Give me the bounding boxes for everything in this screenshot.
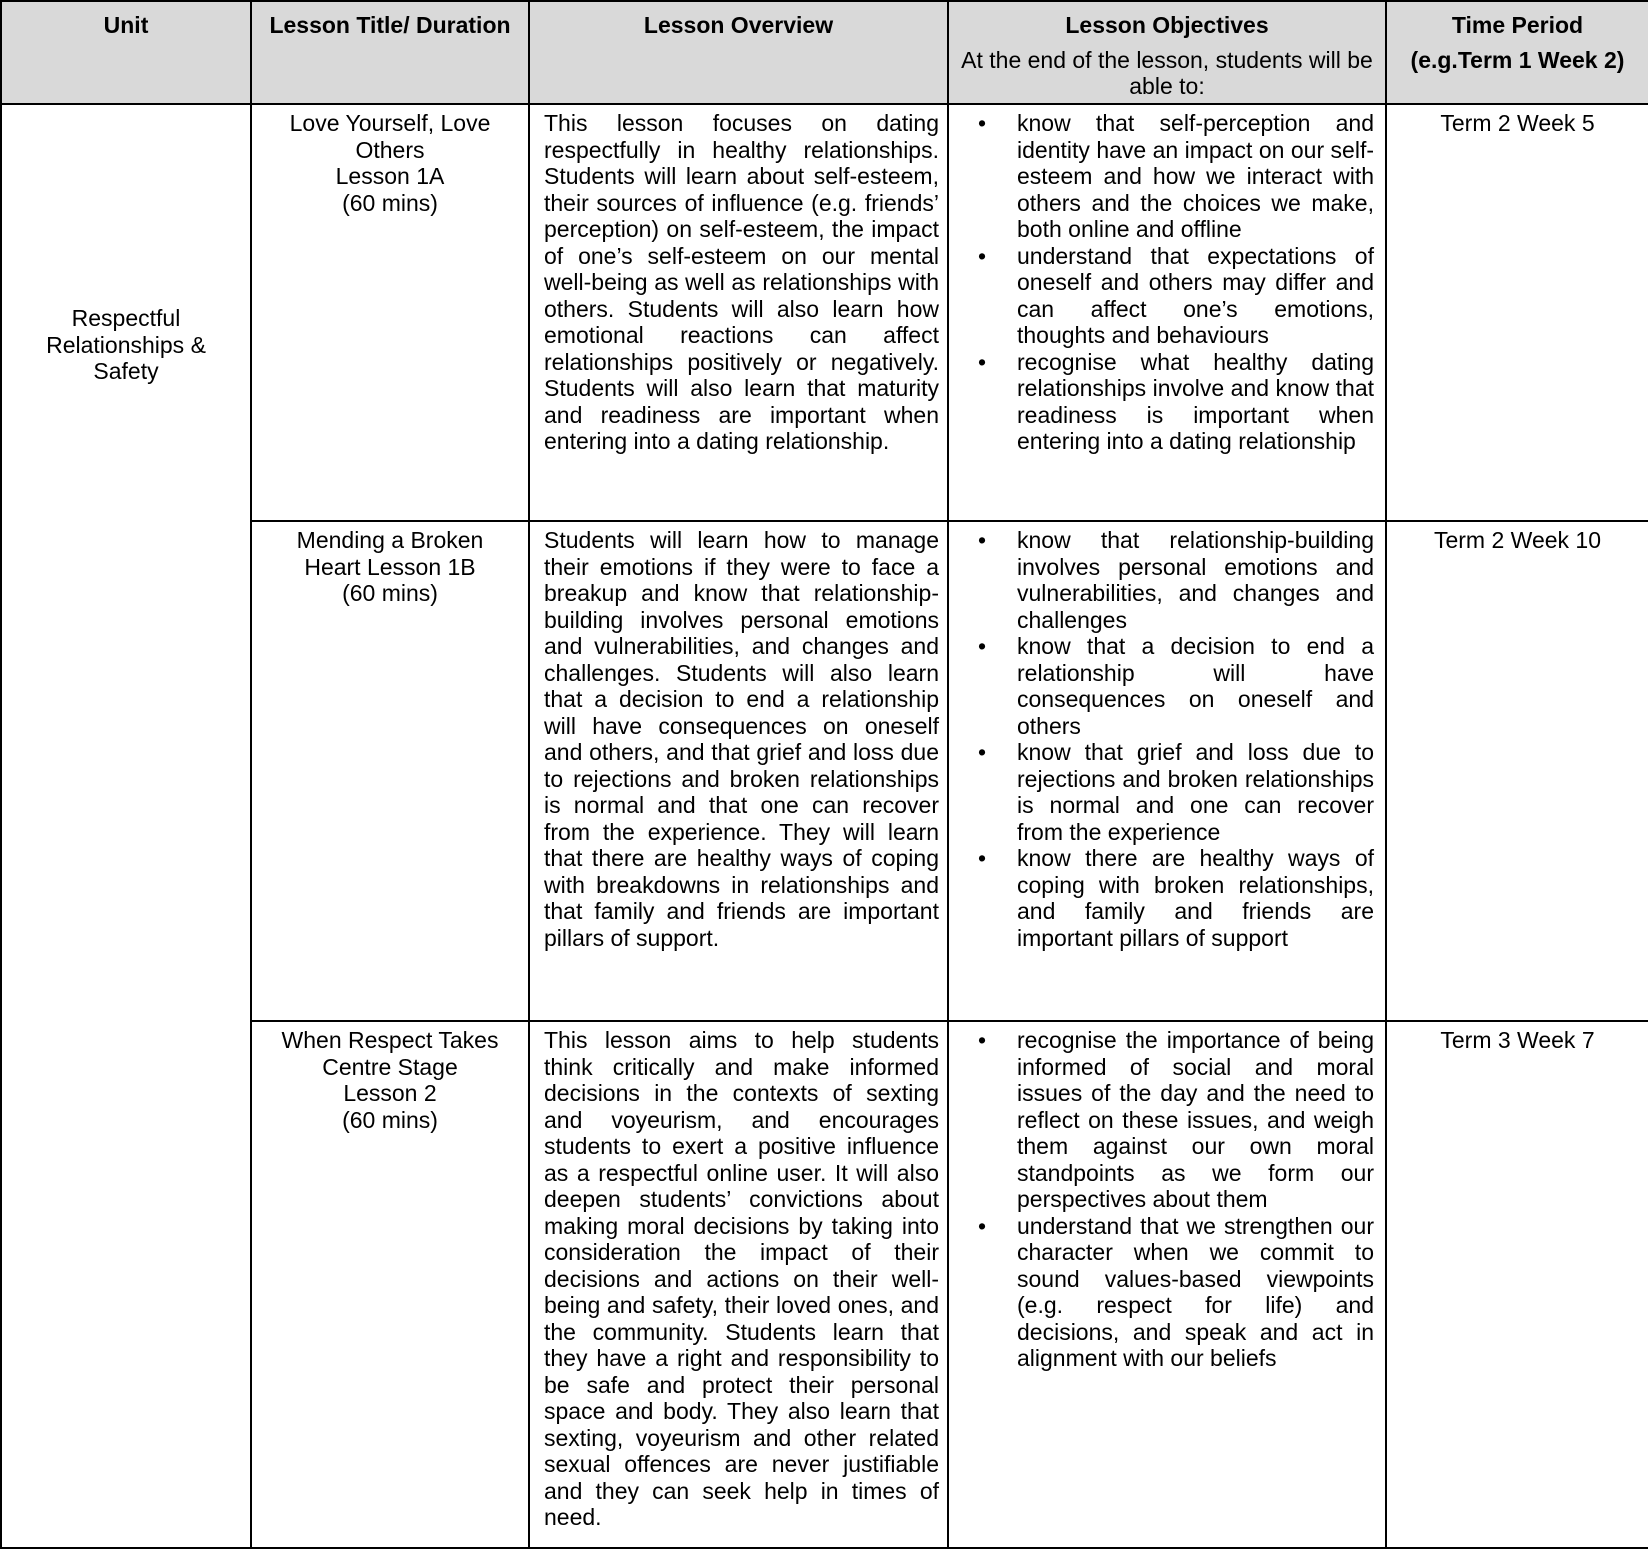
objective-text: know that grief and loss due to rejections and broken relationships is normal and one can recover from the experience (1017, 739, 1374, 845)
lesson-duration: (60 mins) (342, 1106, 438, 1133)
col-header-title (251, 1, 529, 104)
lesson-title-cell (251, 1021, 529, 1548)
col-header-time-label: Time Period (1451, 12, 1584, 38)
objective-text: know that a decision to end a relationship will have consequences on oneself and others (1017, 633, 1374, 739)
unit-cell (1, 104, 251, 1548)
lesson-overview-text: Students will learn how to manage their emotions if they were to face a breakup and know that relationship-building involves personal emotions and vulnerabilities, and changes and challenges. Students will also learn that a decision to end a relationship will have consequences on oneself and others, and that grief and loss due to rejections and broken relationships is normal and that one can recover from the experience. They will learn that there are healthy ways of coping with breakdowns in relationships and that family and friends are important pillars of support. (544, 527, 939, 951)
time-period-text: Term 3 Week 7 (1440, 1027, 1595, 1053)
lesson-overview-cell (529, 521, 948, 1021)
time-period-text: Term 2 Week 10 (1433, 527, 1602, 553)
bullet-icon: • (978, 633, 987, 659)
time-period-cell (1386, 521, 1648, 1021)
header-row (1, 1, 1648, 104)
lesson-title: When Respect Takes Centre Stage (281, 1027, 499, 1080)
bullet-icon: • (978, 527, 987, 553)
objective-text: know there are healthy ways of coping with broken relationships, and family and friends are important pillars of support (1017, 845, 1374, 951)
objective-bullet (961, 243, 1374, 349)
unit-label: Respectful Relationships & Safety (46, 305, 206, 384)
lesson-objectives-cell (948, 104, 1386, 521)
col-header-objectives-label: Lesson Objectives (1065, 12, 1269, 38)
objective-text: know that relationship-building involves personal emotions and vulnerabilities, and changes and challenges (1017, 527, 1374, 633)
lesson-objectives-cell (948, 521, 1386, 1021)
lesson-overview-text: This lesson focuses on dating respectfully in healthy relationships. Students will learn about self-esteem, their sources of influence (e.g. friends’ perception) on self-esteem, the impact of one’s self-esteem on our mental well-being as well as relationships with others. Students will also learn how emotional reactions can affect relationships positively or negatively. Students will also learn that maturity and readiness are important when entering into a dating relationship. (544, 110, 939, 454)
lesson-overview-text: This lesson aims to help students think critically and make informed decisions in the contexts of sexting and voyeurism, and encourages students to exert a positive influence as a respectful online user. It will also deepen students’ convictions about making moral decisions by taking into consideration the impact of their decisions and actions on their well-being and safety, their loved ones, and the community. Students learn that they have a right and responsibility to be safe and protect their personal space and body. They also learn that sexting, voyeurism and other related sexual offences are never justifiable and they can seek help in times of need. (544, 1027, 939, 1530)
objective-text: recognise the importance of being informed of social and moral issues of the day and the need to reflect on these issues, and weigh them against our own moral standpoints as we form our perspectives about them (1017, 1027, 1374, 1212)
objective-bullet (961, 110, 1374, 243)
lesson-title: Mending a Broken Heart Lesson 1B (296, 527, 484, 580)
table-row-lesson-1a (1, 104, 1648, 521)
lesson-number: Lesson 2 (343, 1080, 437, 1106)
objective-bullet (961, 1213, 1374, 1372)
time-period-cell (1386, 1021, 1648, 1548)
lesson-duration: (60 mins) (342, 580, 438, 606)
bullet-icon: • (978, 242, 987, 269)
lesson-overview-cell (529, 104, 948, 521)
objective-text: understand that expectations of oneself and others may differ and can affect one’s emotions, thoughts and behaviours (1017, 242, 1374, 348)
objective-bullet (961, 845, 1374, 951)
bullet-icon: • (978, 739, 987, 765)
lesson-duration: (60 mins) (342, 189, 438, 216)
lesson-number: Lesson 1A (335, 163, 445, 189)
objective-bullet (961, 739, 1374, 845)
time-period-text: Term 2 Week 5 (1440, 110, 1595, 136)
lesson-title-cell (251, 104, 529, 521)
objective-text: understand that we strengthen our character when we commit to sound values-based viewpoints (e.g. respect for life) and decisions, and speak and act in alignment with our beliefs (1017, 1212, 1374, 1371)
lesson-title: Love Yourself, Love Others (289, 110, 491, 163)
objective-text: recognise what healthy dating relationships involve and know that readiness is important when entering into a dating relationship (1017, 348, 1374, 454)
objective-bullet (961, 349, 1374, 455)
bullet-icon: • (978, 110, 987, 136)
objective-text: know that self-perception and identity have an impact on our self-esteem and how we interact with others and the choices we make, both online and offline (1017, 110, 1374, 242)
col-header-title-label: Lesson Title/ Duration (269, 12, 511, 38)
col-header-objectives-subtitle: At the end of the lesson, students will be able to: (961, 46, 1373, 99)
col-header-overview (529, 1, 948, 104)
bullet-icon: • (978, 1027, 987, 1053)
bullet-icon: • (978, 348, 987, 375)
bullet-icon: • (978, 845, 987, 871)
objective-bullet (961, 1027, 1374, 1213)
bullet-icon: • (978, 1212, 987, 1239)
lesson-title-cell (251, 521, 529, 1021)
time-period-cell (1386, 104, 1648, 521)
lesson-objectives-cell (948, 1021, 1386, 1548)
col-header-unit (1, 1, 251, 104)
objective-bullet (961, 527, 1374, 633)
col-header-unit-label: Unit (103, 12, 149, 38)
objective-bullet (961, 633, 1374, 739)
col-header-objectives (948, 1, 1386, 104)
col-header-time (1386, 1, 1648, 104)
lesson-overview-cell (529, 1021, 948, 1548)
col-header-time-subtitle: (e.g.Term 1 Week 2) (1410, 46, 1625, 73)
col-header-overview-label: Lesson Overview (643, 12, 834, 38)
